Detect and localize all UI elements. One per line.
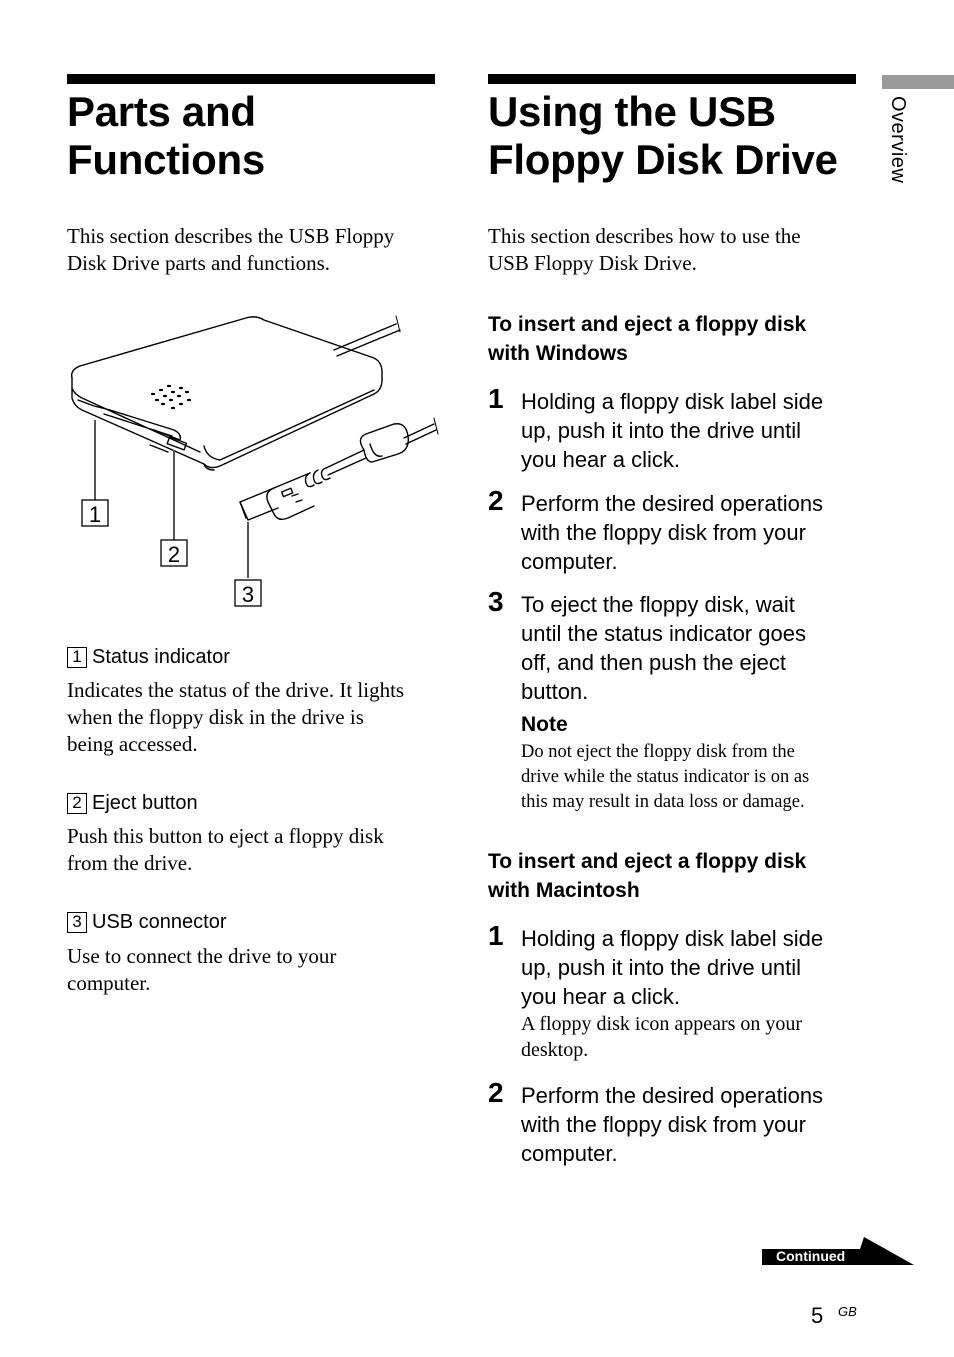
part-name: USB connector	[92, 911, 227, 933]
section-tab-bar	[882, 75, 954, 89]
heading-line: To insert and eject a floppy disk	[488, 850, 807, 873]
step-line: Perform the desired operations	[521, 491, 824, 516]
right-intro-line-1: This section describes how to use the	[488, 224, 801, 248]
part-heading-eject-button	[67, 791, 198, 815]
step-sub-line: A floppy disk icon appears on your	[521, 1013, 803, 1035]
section-tab-label: Overview	[887, 96, 909, 184]
step-text	[521, 387, 823, 474]
floppy-drive-illustration	[64, 310, 444, 610]
step-line: To eject the floppy disk, wait	[521, 592, 795, 617]
step-line: off, and then push the eject	[521, 650, 787, 675]
part-number-box: 2	[67, 793, 87, 814]
step-text	[521, 590, 806, 706]
part-name: Eject button	[92, 792, 198, 814]
part-number-box: 3	[67, 912, 87, 933]
step-number: 2	[488, 1077, 504, 1108]
step-line: you hear a click.	[521, 447, 680, 472]
right-intro-line-2: USB Floppy Disk Drive.	[488, 251, 697, 275]
left-page-title	[67, 88, 265, 184]
heading-line: with Macintosh	[488, 879, 640, 902]
step-number: 2	[488, 485, 504, 516]
note-label: Note	[521, 713, 568, 736]
note-line: drive while the status indicator is on as	[521, 767, 810, 787]
part-desc-line: when the floppy disk in the drive is	[67, 705, 364, 729]
part-desc-line: from the drive.	[67, 851, 193, 875]
part-desc-line: Use to connect the drive to your	[67, 944, 337, 968]
right-heading-rule	[488, 74, 856, 84]
step-line: with the floppy disk from your	[521, 1112, 806, 1137]
heading-line: with Windows	[488, 342, 628, 365]
left-intro-line-1: This section describes the USB Floppy	[67, 224, 395, 248]
page-language-suffix: GB	[838, 1304, 857, 1319]
step-sub-line: desktop.	[521, 1039, 589, 1061]
step-text	[521, 924, 823, 1011]
left-title-line-2: Functions	[67, 136, 265, 183]
part-heading-usb-connector	[67, 910, 227, 934]
step-subtext	[521, 1011, 802, 1063]
step-line: computer.	[521, 1141, 618, 1166]
macintosh-section-heading	[488, 847, 806, 905]
callout-label-2: 2	[167, 542, 181, 567]
note-line: Do not eject the floppy disk from the	[521, 742, 795, 762]
right-intro	[488, 223, 801, 277]
left-intro-line-2: Disk Drive parts and functions.	[67, 251, 331, 275]
part-description-eject-button	[67, 823, 384, 877]
right-page-title	[488, 88, 838, 184]
part-desc-line: being accessed.	[67, 732, 198, 756]
note-line: this may result in data loss or damage.	[521, 792, 805, 812]
step-text	[521, 489, 823, 576]
step-number: 3	[488, 586, 504, 617]
part-heading-status-indicator	[67, 645, 230, 669]
step-line: up, push it into the drive until	[521, 418, 802, 443]
part-name: Status indicator	[92, 646, 230, 668]
right-title-line-2: Floppy Disk Drive	[488, 136, 838, 183]
step-line: Holding a floppy disk label side	[521, 389, 824, 414]
part-number-box: 1	[67, 647, 87, 668]
step-line: computer.	[521, 549, 618, 574]
windows-section-heading	[488, 310, 806, 368]
step-text	[521, 1081, 823, 1168]
part-description-status-indicator	[67, 677, 404, 758]
page-number: 5	[811, 1303, 824, 1328]
right-title-line-1: Using the USB	[488, 88, 776, 135]
step-line: Holding a floppy disk label side	[521, 926, 824, 951]
step-number: 1	[488, 920, 504, 951]
continued-label: Continued	[776, 1248, 846, 1264]
step-line: Perform the desired operations	[521, 1083, 824, 1108]
callout-label-3: 3	[241, 582, 255, 607]
step-line: with the floppy disk from your	[521, 520, 806, 545]
heading-line: To insert and eject a floppy disk	[488, 313, 807, 336]
part-desc-line: Push this button to eject a floppy disk	[67, 824, 384, 848]
callout-label-1: 1	[88, 502, 102, 527]
step-line: up, push it into the drive until	[521, 955, 802, 980]
step-line: you hear a click.	[521, 984, 680, 1009]
step-line: button.	[521, 679, 589, 704]
part-desc-line: computer.	[67, 971, 151, 995]
part-description-usb-connector	[67, 943, 336, 997]
left-title-line-1: Parts and	[67, 88, 256, 135]
left-heading-rule	[67, 74, 435, 84]
left-intro	[67, 223, 394, 277]
step-line: until the status indicator goes	[521, 621, 806, 646]
note-text	[521, 740, 809, 815]
step-number: 1	[488, 383, 504, 414]
part-desc-line: Indicates the status of the drive. It lights	[67, 678, 405, 702]
